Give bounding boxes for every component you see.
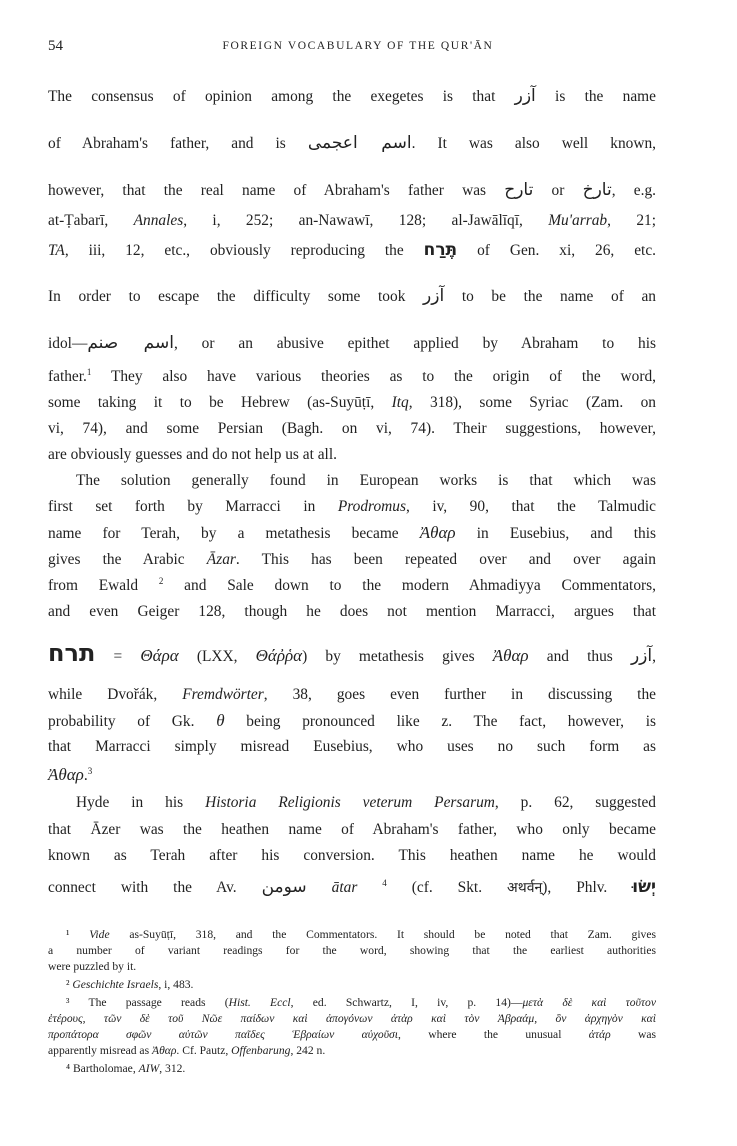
- italic-term: Mu'arrab: [548, 212, 608, 229]
- footnote-line: [48, 1011, 656, 1026]
- italic-term: Fremdwörter: [182, 686, 264, 703]
- text-line: Ἀθαρ.$^3$: [48, 765, 93, 784]
- text-line: however, that the real name of Abraham's father was تارح or تارخ, e.g.: [48, 180, 656, 200]
- footnote-marker: 3: [87, 765, 93, 776]
- footnote-line: ² Geschichte Israels, i, 483.: [66, 978, 194, 991]
- text-line: probability of Gk. θ being pronounced like z. The fact, however, is: [48, 711, 656, 730]
- hebrew-word: יְשׂוּ: [632, 877, 656, 897]
- footnote-line: ¹ Vide as-Suyūṭī, 318, and the Commentators. It should be noted that Zam. gives: [66, 928, 656, 941]
- footnote-line: were puzzled by it.: [48, 960, 137, 973]
- text-line: while Dvořák, Fremdwörter, 38, goes even further in discussing the: [48, 686, 656, 703]
- running-title: FOREIGN VOCABULARY OF THE QUR'ĀN: [222, 40, 494, 52]
- text-line: of Abraham's father, and is اسم اعجمى. It was also well known,: [48, 133, 656, 153]
- arabic-word: تارخ: [582, 180, 612, 200]
- italic-term: προπάτορα σφῶν αὐτῶν παῖδες Ἑβραίων αὐχοῦσι: [48, 1028, 398, 1041]
- greek-word: Ἀθαρ: [48, 765, 84, 784]
- arabic-word: سومن: [261, 877, 307, 897]
- text-line: In order to escape the difficulty some took آزر to be the name of an: [48, 286, 656, 306]
- italic-term: Vide: [89, 928, 110, 941]
- text-line: at-Ṭabarī, Annales, i, 252; an-Nawawī, 128; al-Jawālīqī, Mu'arrab, 21;: [48, 212, 656, 229]
- text-line: and even Geiger 128, though he does not mention Marracci, argues that: [48, 603, 656, 620]
- italic-term: Āzar: [206, 551, 236, 568]
- italic-term: Itq: [391, 394, 409, 411]
- italic-term: Hist. Eccl: [228, 996, 291, 1009]
- text-line: תרח = Θάρα (LXX, Θάῤῥα) by metathesis gives Ἀθαρ and thus آزر,: [48, 639, 656, 667]
- text-line: The solution generally found in European works is that which was: [76, 472, 656, 489]
- text-line: gives the Arabic Āzar. This has been repeated over and over again: [48, 551, 656, 568]
- text-line: The consensus of opinion among the exegetes is that آزر is the name: [48, 86, 656, 106]
- text-line: that Āzer was the heathen name of Abraham's father, who only became: [48, 821, 656, 838]
- text-line: Hyde in his Historia Religionis veterum Persarum, p. 62, suggested: [76, 794, 657, 811]
- footnote-marker: 1: [86, 366, 92, 377]
- arabic-word: تارح: [504, 180, 534, 200]
- arabic-word: آزر: [630, 646, 653, 666]
- footnote-marker: 4: [382, 877, 387, 888]
- arabic-word: آزر: [514, 86, 536, 106]
- text-line: known as Terah after his conversion. This heathen name he would: [48, 847, 656, 864]
- text-line: idol—اسم صنم, or an abusive epithet applied by Abraham to his: [48, 333, 656, 353]
- text-line: vi, 74), and some Persian (Bagh. on vi, 74). Their suggestions, however,: [48, 420, 656, 437]
- greek-word: Θάρα: [140, 646, 179, 665]
- footnote-line: a number of variant readings for the word, showing that the earliest authorities: [48, 944, 656, 957]
- text-line: first set forth by Marracci in Prodromus, iv, 90, that the Talmudic: [48, 498, 656, 515]
- greek-word: Θάῤῥα: [255, 646, 303, 665]
- footnote-line: ⁴ Bartholomae, AIW, 312.: [66, 1062, 186, 1075]
- hebrew-word: תרח: [48, 639, 96, 667]
- text-line: TA, iii, 12, etc., obviously reproducing the תֶּרַח of Gen. xi, 26, etc.: [48, 240, 656, 260]
- text-line: name for Terah, by a metathesis became Ἀθαρ in Eusebius, and this: [48, 523, 656, 542]
- italic-term: Annales: [133, 212, 184, 229]
- footnote-marker: 2: [158, 575, 164, 586]
- footnote-line: ³ The passage reads (Hist. Eccl, ed. Schwartz, I, iv, p. 14)—μετὰ δὲ καὶ τοῦτον: [66, 996, 656, 1009]
- footnote-line: προπάτορα σφῶν αὐτῶν παῖδες Ἑβραίων αὐχοῦσι, where the unusual ἀτάρ was: [48, 1028, 657, 1041]
- text-line: father.$^1$ They also have various theories as to the origin of the word,: [48, 366, 656, 385]
- hebrew-word: תֶּרַח: [423, 240, 458, 260]
- sanskrit-word: अथर्वन्: [507, 880, 543, 896]
- text-line: from Ewald $^2$ and Sale down to the modern Ahmadiyya Commentators,: [48, 575, 656, 594]
- page-number: 54: [48, 38, 63, 54]
- italic-term: AIW: [138, 1062, 160, 1075]
- italic-term: ἀτάρ: [588, 1028, 611, 1041]
- italic-term: TA: [48, 242, 65, 259]
- arabic-word: اسم صنم: [87, 333, 174, 353]
- text-line: are obviously guesses and do not help us at all.: [48, 446, 337, 463]
- text-line: connect with the Av. سومن ātar $^4$ (cf. Skt. अथर्वन्), Phlv. יְשׂוּ: [48, 877, 656, 897]
- italic-term: ἑτέρους, τῶν δὲ τοῦ Νῶε παίδων καὶ ἀπογόνων ἀτὰρ καὶ τὸν Ἀβραάμ, ὃν ἀρχηγὸν καὶ: [48, 1012, 656, 1025]
- footnote-line: apparently misread as Ἀθαρ. Cf. Pautz, Offenbarung, 242 n.: [48, 1044, 326, 1057]
- text-line: some taking it to be Hebrew (as-Suyūṭī, Itq, 318), some Syriac (Zam. on: [48, 394, 656, 411]
- italic-term: μετὰ δὲ καὶ τοῦτον: [522, 996, 656, 1009]
- italic-term: Offenbarung: [231, 1044, 291, 1057]
- italic-term: ātar: [331, 879, 358, 896]
- arabic-word: اسم اعجمى: [307, 133, 412, 153]
- italic-term: Ἀθαρ: [151, 1044, 177, 1057]
- text-line: that Marracci simply misread Eusebius, who uses no such form as: [48, 738, 656, 755]
- italic-term: Geschichte Israels: [72, 978, 159, 991]
- greek-word: θ: [216, 711, 225, 730]
- greek-word: Ἀθαρ: [492, 646, 529, 665]
- italic-term: Prodromus: [337, 498, 406, 515]
- greek-word: Ἀθαρ: [419, 523, 456, 542]
- arabic-word: آزر: [423, 286, 445, 306]
- italic-term: Historia Religionis veterum Persarum: [205, 794, 495, 811]
- page-header: [48, 38, 668, 58]
